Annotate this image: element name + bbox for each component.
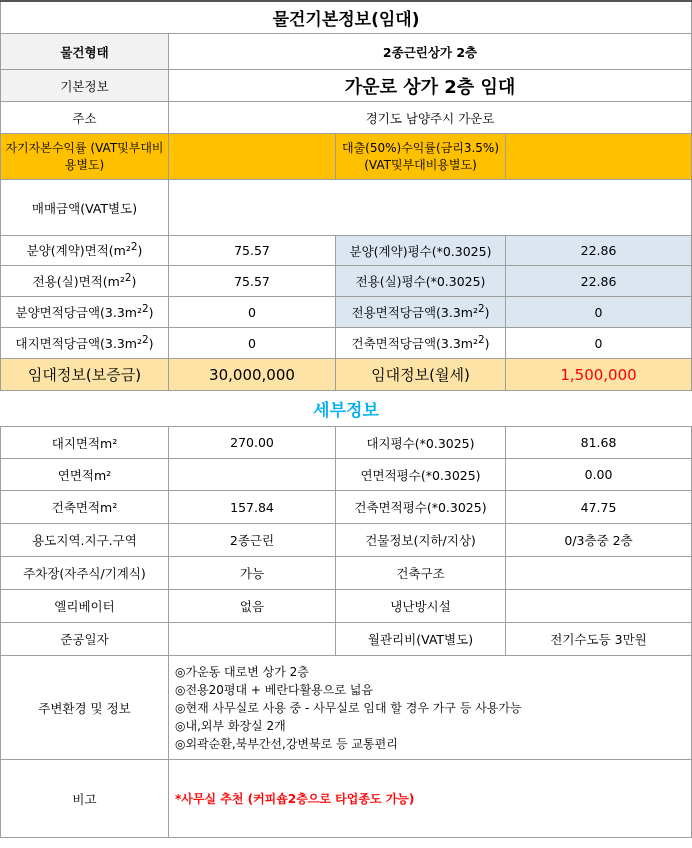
own-yield-label: 자기자본수익률 (VAT및부대비용별도) bbox=[1, 134, 169, 180]
surroundings-row bbox=[1, 656, 692, 760]
area-label: 분양(계약)평수(*0.3025) bbox=[336, 236, 506, 266]
area-row: 대지면적당금액(3.3m²$^2$) 0 건축면적당금액(3.3m²$^2$) 0 bbox=[1, 328, 692, 359]
detail-row bbox=[1, 557, 692, 590]
basic-info-row bbox=[1, 70, 692, 102]
lease-row bbox=[1, 359, 692, 391]
detail-label: 대지면적m² bbox=[51, 435, 118, 451]
detail-label: 건축면적평수(*0.3025) bbox=[336, 491, 506, 524]
note-line: ◎가운동 대로변 상가 2층 bbox=[175, 664, 309, 679]
area-label: 전용면적당금액(3.3m² bbox=[351, 305, 478, 321]
detail-value: 2종근린 bbox=[169, 524, 336, 557]
basic-info-label: 기본정보 bbox=[1, 70, 169, 102]
detail-label: 엘리베이터 bbox=[1, 590, 169, 623]
detail-value bbox=[169, 459, 336, 491]
detail-value: 가능 bbox=[169, 557, 336, 590]
detail-value bbox=[169, 623, 336, 656]
area-value: 22.86 bbox=[506, 236, 692, 266]
loan-yield-value bbox=[506, 134, 692, 180]
detail-value: 47.75 bbox=[506, 491, 692, 524]
area-row: 분양면적당금액(3.3m²$^2$) 0 전용면적당금액(3.3m²$^2$) 0 bbox=[1, 297, 692, 328]
detail-value: 0/3층중 2층 bbox=[506, 524, 692, 557]
note-line: ◎현재 사무실로 사용 중 - 사무실로 임대 할 경우 가구 등 사용가능 bbox=[175, 700, 522, 715]
detail-label: 냉난방시설 bbox=[336, 590, 506, 623]
basic-info-value: 가운로 상가 2층 임대 bbox=[169, 70, 692, 102]
area-label: 건축면적당금액(3.3m² bbox=[351, 336, 478, 352]
loan-yield-label: 대출(50%)수익률(금리3.5%) (VAT및부대비용별도) bbox=[336, 134, 506, 180]
detail-row bbox=[1, 623, 692, 656]
detail-row bbox=[1, 459, 692, 491]
area-label: 대지면적당금액(3.3m² bbox=[15, 336, 142, 352]
property-type-label: 물건형태 bbox=[1, 34, 169, 70]
remarks-value: *사무실 추천 (커피숍2층으로 타업종도 가능) bbox=[169, 760, 692, 838]
note-line: ◎내,외부 화장실 2개 bbox=[175, 718, 286, 733]
note-line: ◎외곽순환,북부간선,강변북로 등 교통편리 bbox=[175, 736, 398, 751]
detail-label: 건물정보(지하/지상) bbox=[336, 524, 506, 557]
detail-value: 0.00 bbox=[506, 459, 692, 491]
detail-label: 연면적m² bbox=[1, 459, 169, 491]
detail-value: 전기수도등 3만원 bbox=[506, 623, 692, 656]
area-value: 75.57 bbox=[169, 266, 336, 297]
detail-row bbox=[1, 491, 692, 524]
detail-value bbox=[506, 590, 692, 623]
sale-price-value bbox=[169, 180, 692, 236]
area-row: 전용(실)면적(m²$^2$) 75.57 전용(실)평수(*0.3025) 22.86 bbox=[1, 266, 692, 297]
property-type-row bbox=[1, 34, 692, 70]
remarks-label: 비고 bbox=[1, 760, 169, 838]
area-value: 0 bbox=[169, 297, 336, 328]
yield-row bbox=[1, 134, 692, 180]
area-label: 분양면적당금액(3.3m² bbox=[15, 305, 142, 321]
detail-label: 대지평수(*0.3025) bbox=[336, 427, 506, 459]
area-value: 22.86 bbox=[506, 266, 692, 297]
sale-price-row bbox=[1, 180, 692, 236]
detail-label: 월관리비(VAT별도) bbox=[336, 623, 506, 656]
detail-value: 81.68 bbox=[506, 427, 692, 459]
remarks-row bbox=[1, 760, 692, 838]
detail-label: 건축면적m² bbox=[1, 491, 169, 524]
area-value: 75.57 bbox=[169, 236, 336, 266]
property-type-value: 2종근린상가 2층 bbox=[169, 34, 692, 70]
area-label: 전용(실)면적(m² bbox=[32, 274, 125, 290]
detail-value bbox=[506, 557, 692, 590]
own-yield-value bbox=[169, 134, 336, 180]
note-line: ◎전용20평대 + 베란다활용으로 넓음 bbox=[175, 682, 373, 697]
area-value: 0 bbox=[506, 328, 692, 359]
area-label: 전용(실)평수(*0.3025) bbox=[336, 266, 506, 297]
detail-label: 연면적평수(*0.3025) bbox=[336, 459, 506, 491]
detail-row bbox=[1, 524, 692, 557]
detail-row bbox=[1, 590, 692, 623]
sale-price-label: 매매금액(VAT별도) bbox=[1, 180, 169, 236]
surroundings-label: 주변환경 및 정보 bbox=[1, 656, 169, 760]
detail-label: 준공일자 bbox=[1, 623, 169, 656]
detail-section-title: 세부정보 bbox=[1, 391, 692, 427]
monthly-rent-label: 임대정보(월세) bbox=[336, 359, 506, 391]
detail-label: 주차장(자주식/기계식) bbox=[1, 557, 169, 590]
deposit-value: 30,000,000 bbox=[169, 359, 336, 391]
detail-label: 건축구조 bbox=[336, 557, 506, 590]
surroundings-notes bbox=[169, 656, 692, 760]
sheet-title: 물건기본정보(임대) bbox=[1, 1, 692, 34]
deposit-label: 임대정보(보증금) bbox=[1, 359, 169, 391]
address-row bbox=[1, 102, 692, 134]
area-value: 0 bbox=[169, 328, 336, 359]
area-row: 분양(계약)면적(m²$^2$) 75.57 분양(계약)평수(*0.3025) 22.86 bbox=[1, 236, 692, 266]
address-value: 경기도 남양주시 가운로 bbox=[169, 102, 692, 134]
area-value: 0 bbox=[506, 297, 692, 328]
detail-value: 없음 bbox=[169, 590, 336, 623]
monthly-rent-value: 1,500,000 bbox=[506, 359, 692, 391]
area-label: 분양(계약)면적(m² bbox=[26, 243, 131, 259]
detail-value: 270.00 bbox=[169, 427, 336, 459]
detail-row bbox=[1, 427, 692, 459]
detail-value: 157.84 bbox=[169, 491, 336, 524]
address-label: 주소 bbox=[1, 102, 169, 134]
detail-label: 용도지역.지구.구역 bbox=[1, 524, 169, 557]
